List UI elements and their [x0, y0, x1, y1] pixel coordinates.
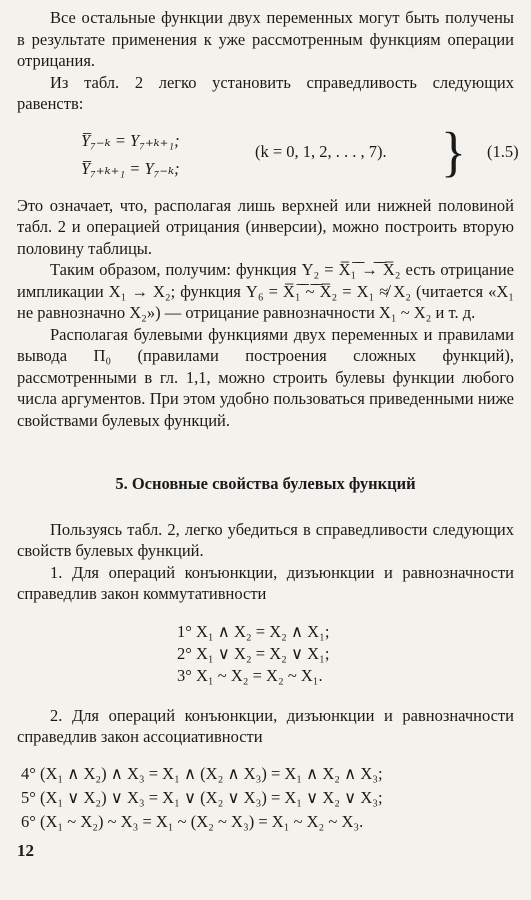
formula-3: 3° X₁ ~ X₂ = X₂ ~ X₁.	[177, 665, 323, 685]
equation-line-2: Y̅₇₊ₖ₊₁ = Y₇₋ₖ;	[81, 158, 180, 178]
equation-lines	[81, 127, 180, 183]
paragraph-intro: Все остальные функции двух переменных могут быть получены в результате применения к уже рассмотренным функциям операции отрицания.	[17, 8, 514, 70]
paragraph-table-ref: Из табл. 2 легко установить справедливость следующих равенств:	[17, 72, 514, 113]
associativity-formulas	[17, 762, 514, 834]
formula-2: 2° X₁ ∨ X₂ = X₂ ∨ X₁;	[177, 643, 330, 663]
commutativity-formulas	[17, 621, 514, 687]
paragraph-boolean-functions: Располагая булевыми функциями двух переменных и правилами вывода П₀ (правилами построения сложных функций), рассмотренными в гл. 1,1, можно строить булевы функции любого числа аргументов. При этом удобно пользоваться приведенными ниже свойствами булевых функций.	[17, 324, 514, 430]
formula-1: 1° X₁ ∧ X₂ = X₂ ∧ X₁;	[177, 621, 330, 641]
formula-4: 4° (X₁ ∧ X₂) ∧ X₃ = X₁ ∧ (X₂ ∧ X₃) = X₁ ∧ X₂ ∧ X₃;	[21, 763, 383, 783]
page-number: 12	[17, 841, 34, 860]
section-heading: 5. Основные свойства булевых функций	[115, 474, 416, 493]
page-body	[17, 7, 519, 844]
formula-6: 6° (X₁ ~ X₂) ~ X₃ = X₁ ~ (X₂ ~ X₃) = X₁ ~ X₂ ~ X₃.	[21, 811, 364, 831]
equation-block-1-5	[17, 121, 519, 189]
formula-5: 5° (X₁ ∨ X₂) ∨ X₃ = X₁ ∨ (X₂ ∨ X₃) = X₁ ∨ X₂ ∨ X₃;	[21, 787, 383, 807]
equation-line-1: Y̅₇₋ₖ = Y₇₊ₖ₊₁;	[81, 130, 180, 150]
paragraph-commutativity: 1. Для операций конъюнкции, дизъюнкции и равнозначности справедлив закон коммутативности	[17, 562, 514, 603]
paragraph-negation: Таким образом, получим: функция Y₂ = X̅₁̅ ̅→̅ ̅X̅₂ есть отрицание импликации X₁ → X₂; функция Y₆ = X̅₁̅ ̅~̅ ̅X̅₂ = X₁ ≉ X₂ (читается «X₁ не равнозначно X₂») — отрицание равнозначности X₁ ~ X₂ и т. д.	[17, 260, 514, 322]
equation-k-range: (k = 0, 1, 2, . . . , 7).	[255, 141, 387, 161]
paragraph-meaning: Это означает, что, располагая лишь верхней или нижней половиной табл. 2 и операцией отрицания (инверсии), можно построить вторую половину таблицы.	[17, 195, 514, 258]
equation-number: (1.5)	[487, 141, 519, 161]
right-brace: }	[441, 122, 466, 182]
paragraph-properties-intro: Пользуясь табл. 2, легко убедиться в справедливости следующих свойств булевых функций.	[17, 519, 514, 560]
paragraph-associativity: 2. Для операций конъюнкции, дизъюнкции и равнозначности справедлив закон ассоциативности	[17, 705, 514, 746]
